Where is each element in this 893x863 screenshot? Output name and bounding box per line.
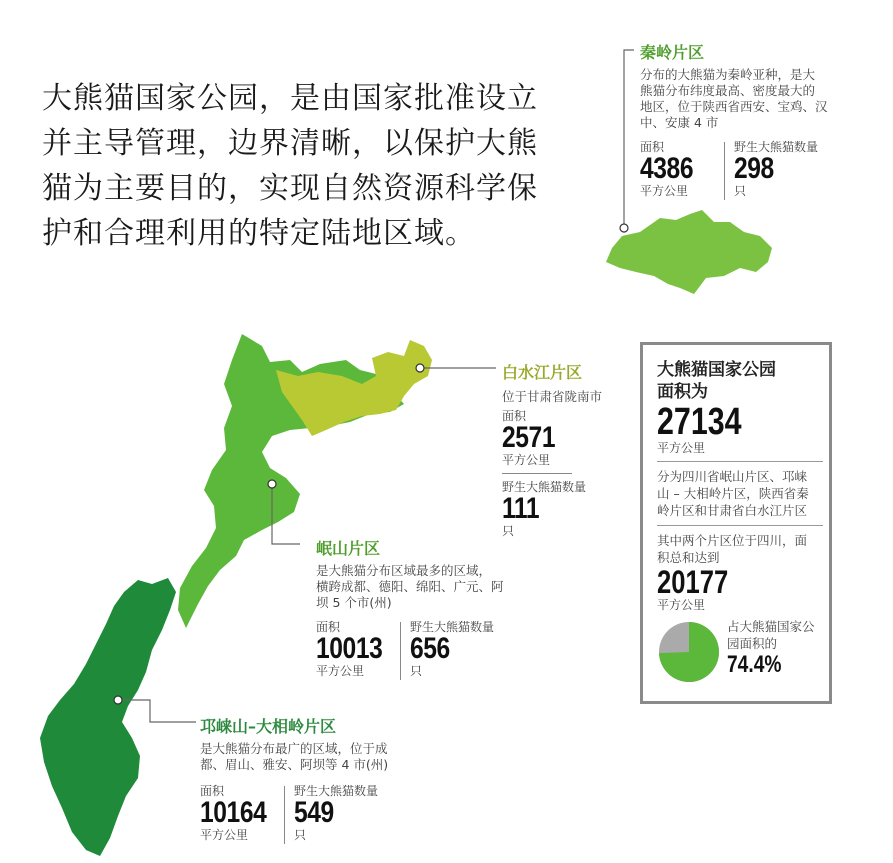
pie-caption: 占大熊猫国家公: [727, 619, 815, 634]
area-value: 4386: [640, 152, 694, 185]
qionglai-pandas: [294, 784, 378, 842]
summary-text: 其中两个片区位于四川，面: [657, 533, 808, 548]
intro-paragraph: [42, 76, 562, 256]
area-value: 2571: [502, 421, 556, 454]
area-label: 面积: [502, 409, 527, 423]
baishuijiang-description: 位于甘肃省陇南市: [502, 389, 603, 404]
area-label: 面积: [200, 784, 225, 798]
baishuijiang-marker-dot: [416, 364, 424, 372]
minshan-info: [316, 536, 526, 611]
minshan-marker-dot: [268, 480, 276, 488]
desc-line: 是大熊猫分布区域最多的区域，: [316, 563, 492, 578]
qinling-marker-dot: [620, 224, 628, 232]
divider: [400, 622, 401, 680]
area-label: 面积: [316, 620, 341, 634]
panda-value: 549: [294, 796, 334, 829]
desc-line: 坝 5 个市(州): [316, 595, 392, 610]
divider: [657, 525, 823, 526]
baishuijiang-info: [502, 360, 642, 538]
panda-value: 656: [410, 632, 450, 665]
qionglai-info: [200, 714, 440, 773]
qionglai-marker-dot: [114, 696, 122, 704]
divider: [724, 142, 725, 200]
panda-label: 野生大熊猫数量: [294, 784, 379, 798]
area-label: 面积: [640, 140, 665, 154]
sichuan-area: 20177: [657, 564, 729, 600]
intro-line: 并主导管理，边界清晰，以保护大熊: [42, 126, 538, 161]
qinling-info: [640, 40, 840, 131]
sichuan-area-unit: 平方公里: [657, 598, 706, 612]
desc-line: 都、眉山、雅安、阿坝等 4 市(州): [200, 757, 389, 772]
desc-line: 中、安康 4 市: [640, 115, 719, 130]
panda-label: 野生大熊猫数量: [502, 480, 587, 494]
qionglai-title: 邛崃山–大相岭片区: [200, 717, 337, 736]
qinling-title: 秦岭片区: [640, 43, 705, 62]
area-unit: 平方公里: [316, 664, 365, 678]
qionglai-area: [200, 784, 281, 842]
qinling-description: [640, 67, 840, 131]
minshan-description: [316, 563, 526, 611]
desc-line: 是大熊猫分布最广的区域，位于成: [200, 741, 388, 756]
summary-title: 面积为: [657, 382, 708, 402]
baishuijiang-title: 白水江片区: [502, 363, 583, 382]
minshan-area: [316, 620, 397, 678]
intro-line: 护和合理利用的特定陆地区域。: [42, 216, 476, 251]
panda-unit: 只: [502, 524, 515, 538]
area-value: 10013: [316, 632, 383, 665]
panda-unit: 只: [410, 664, 423, 678]
divider: [657, 461, 823, 462]
summary-box: [640, 342, 832, 704]
desc-line: 地区，位于陕西省西安、宝鸡、汉: [640, 99, 828, 114]
panda-label: 野生大熊猫数量: [734, 140, 819, 154]
minshan-pandas: [410, 620, 494, 678]
panda-label: 野生大熊猫数量: [410, 620, 495, 634]
share-percent: 74.4%: [727, 651, 782, 678]
summary-title: 大熊猫国家公园: [657, 360, 776, 380]
divider: [502, 473, 572, 474]
panda-value: 111: [502, 492, 540, 525]
qinling-pandas: [734, 140, 818, 198]
panda-value: 298: [734, 152, 774, 185]
qionglai-region-shape: [40, 578, 176, 856]
qinling-region-shape: [606, 210, 772, 294]
summary-text: 山 – 大相岭片区，陕西省秦: [657, 486, 809, 501]
summary-text: 积总和达到: [657, 550, 720, 565]
intro-line: 猫为主要目的，实现自然资源科学保: [42, 171, 538, 206]
desc-line: 熊猫分布纬度最高、密度最大的: [640, 83, 816, 98]
share-pie-chart: [657, 620, 721, 684]
divider: [284, 786, 285, 844]
area-value: 10164: [200, 796, 267, 829]
summary-text: 岭片区和甘肃省白水江片区: [657, 503, 808, 518]
pie-caption: 园面积的: [727, 636, 778, 651]
panda-unit: 只: [294, 828, 307, 842]
minshan-title: 岷山片区: [316, 539, 381, 558]
qinling-area: [640, 140, 705, 198]
area-unit: 平方公里: [640, 184, 689, 198]
summary-total-area: 27134: [657, 401, 742, 443]
qionglai-description: [200, 741, 440, 773]
summary-total-unit: 平方公里: [657, 441, 706, 455]
area-unit: 平方公里: [502, 453, 551, 467]
area-unit: 平方公里: [200, 828, 249, 842]
summary-text: 分为四川省岷山片区、邛崃: [657, 469, 808, 484]
intro-line: 大熊猫国家公园，是由国家批准设立: [42, 81, 538, 116]
desc-line: 横跨成都、德阳、绵阳、广元、阿: [316, 579, 504, 594]
panda-unit: 只: [734, 184, 747, 198]
desc-line: 分布的大熊猫为秦岭亚种，是大: [640, 67, 816, 82]
